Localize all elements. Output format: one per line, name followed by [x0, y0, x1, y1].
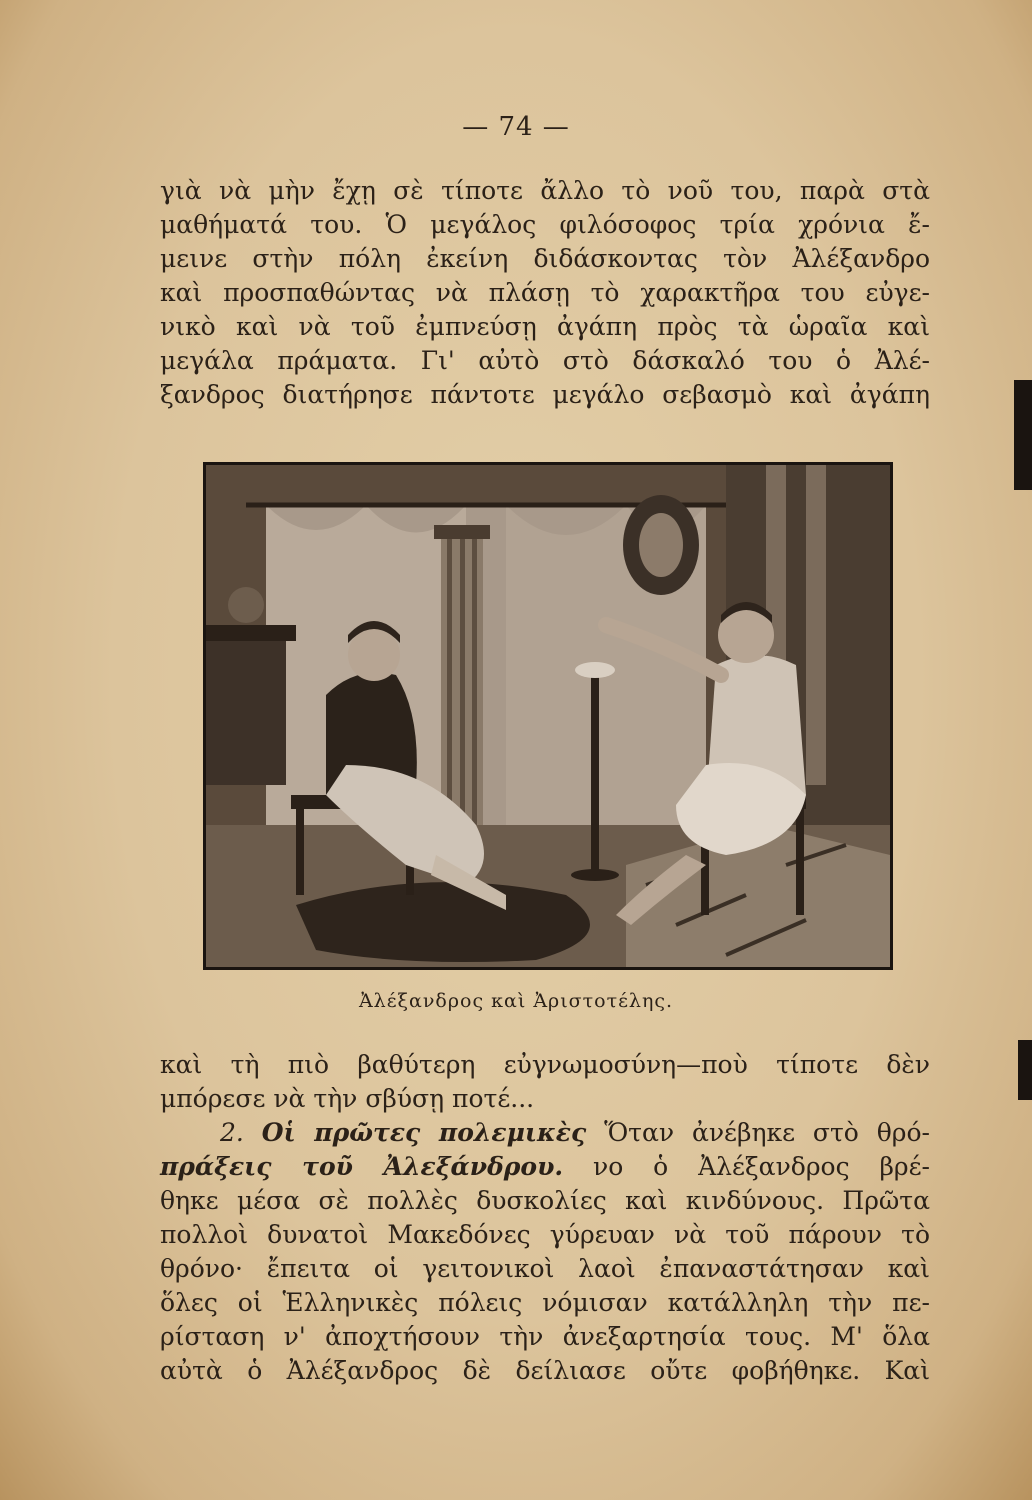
page-number: — 74 —	[462, 112, 570, 142]
page-edge-tear	[1014, 380, 1032, 490]
page-edge-tear	[1018, 1040, 1032, 1100]
text-line: πολλοὶ δυνατοὶ Μακεδόνες γύρευαν νὰ τοῦ πάρουν τὸ	[160, 1220, 930, 1249]
text-line: θηκε μέσα σὲ πολλὲς δυσκολίες καὶ κινδύνους. Πρῶτα	[160, 1186, 930, 1215]
top-paragraph	[160, 174, 930, 412]
text-line: καὶ προσπαθώντας νὰ πλάσῃ τὸ χαρακτῆρα του εὐγε-	[160, 278, 930, 307]
text-line: ρίσταση ν' ἀποχτήσουν τὴν ἀνεξαρτησία τους. Μ' ὅλα	[160, 1322, 930, 1351]
text-line: ὅλες οἱ Ἑλληνικὲς πόλεις νόμισαν κατάλληλη τὴν πε-	[160, 1288, 930, 1317]
text-line: αὐτὰ ὁ Ἀλέξανδρος δὲ δείλιασε οὔτε φοβήθηκε. Καὶ	[160, 1356, 930, 1385]
text-line: μπόρεσε νὰ τὴν σβύσῃ ποτέ...	[160, 1084, 535, 1113]
engraving-alexander-aristotle	[203, 462, 893, 970]
bottom-paragraph	[160, 1048, 930, 1116]
section-heading-part-2: πράξεις τοῦ Ἀλεξάνδρου.	[160, 1152, 564, 1181]
text-line: καὶ τὴ πιὸ βαθύτερη εὐγνωμοσύνη—ποὺ τίποτε δὲν	[160, 1050, 930, 1079]
section-heading-part-1: Οἱ πρῶτες πολεμικὲς	[261, 1118, 587, 1147]
illustration-caption: Ἀλέξανδρος καὶ Ἀριστοτέλης.	[358, 990, 674, 1012]
text-line: ξανδρος διατήρησε πάντοτε μεγάλο σεβασμὸ καὶ ἀγάπη	[160, 380, 930, 409]
text-line: νικὸ καὶ νὰ τοῦ ἐμπνεύσῃ ἀγάπη πρὸς τὰ ὡραῖα καὶ	[160, 312, 930, 341]
text-line: μαθήματά του. Ὁ μεγάλος φιλόσοφος τρία χρόνια ἔ-	[160, 210, 930, 239]
text-line: μεινε στὴν πόλη ἐκείνη διδάσκοντας τὸν Ἀλέξανδρο	[160, 244, 930, 273]
section-2	[160, 1116, 930, 1388]
section-heading-line	[160, 1150, 930, 1184]
section-number: 2.	[220, 1118, 244, 1147]
text-line: θρόνο· ἔπειτα οἱ γειτονικοὶ λαοὶ ἐπαναστάτησαν καὶ	[160, 1254, 930, 1283]
section-text-continued: νο ὁ Ἀλέξανδρος βρέ-	[593, 1152, 930, 1181]
section-text-start: Ὅταν ἀνέβηκε στὸ θρό-	[604, 1118, 930, 1147]
text-line: μεγάλα πράματα. Γι' αὐτὸ στὸ δάσκαλό του ὁ Ἀλέ-	[160, 346, 930, 375]
section-heading-line	[160, 1116, 930, 1150]
text-line: γιὰ νὰ μὴν ἔχῃ σὲ τίποτε ἄλλο τὸ νοῦ του, παρὰ στὰ	[160, 176, 930, 205]
